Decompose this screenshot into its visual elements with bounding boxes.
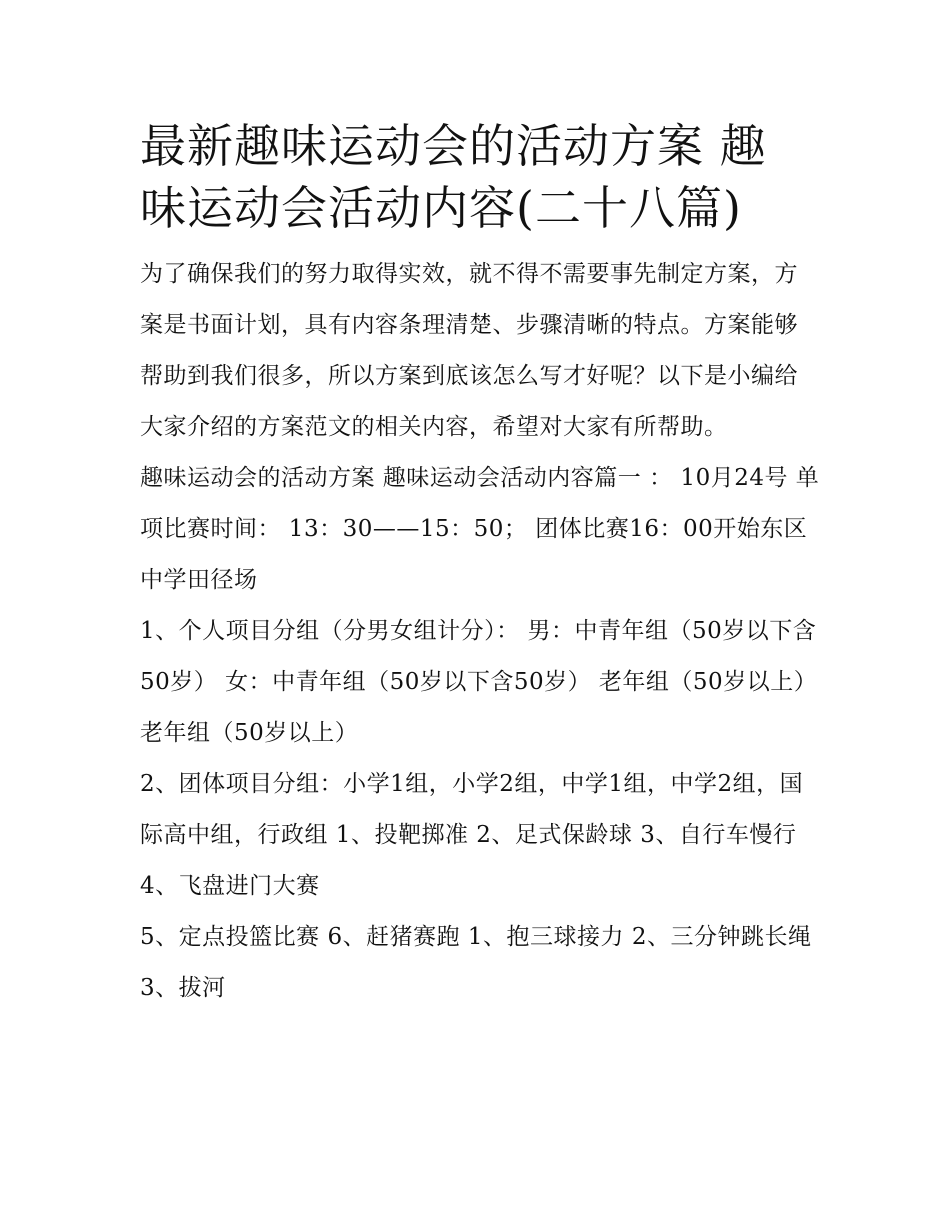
document-page <box>140 115 820 1014</box>
document-title <box>140 115 820 239</box>
events-list-paragraph: 5、定点投篮比赛 6、赶猪赛跑 1、抱三球接力 2、三分钟跳长绳 3、拔河 <box>140 924 812 1001</box>
individual-groups-paragraph: 1、个人项目分组（分男女组计分）： 男：中青年组（50岁以下含50岁） 女：中青年组（50岁以下含50岁） 老年组（50岁以上）老年组（50岁以上） <box>140 618 818 746</box>
document-title-line-1: 最新趣味运动会的活动方案 趣 <box>140 119 767 173</box>
event-schedule-paragraph: 趣味运动会的活动方案 趣味运动会活动内容篇一 ： 10月24号 单项比赛时间： 13：30——15：50； 团体比赛16：00开始东区中学田径场 <box>140 465 820 593</box>
team-groups-paragraph: 2、团体项目分组：小学1组，小学2组，中学1组，中学2组，国际高中组，行政组 1、投靶掷准 2、足式保龄球 3、自行车慢行 4、飞盘进门大赛 <box>140 771 804 899</box>
intro-paragraph: 为了确保我们的努力取得实效，就不得不需要事先制定方案，方案是书面计划，具有内容条理清楚、步骤清晰的特点。方案能够帮助到我们很多，所以方案到底该怎么写才好呢？以下是小编给大家介绍的方案范文的相关内容，希望对大家有所帮助。 <box>140 261 798 440</box>
document-title-line-2: 味运动会活动内容(二十八篇) <box>140 181 742 235</box>
